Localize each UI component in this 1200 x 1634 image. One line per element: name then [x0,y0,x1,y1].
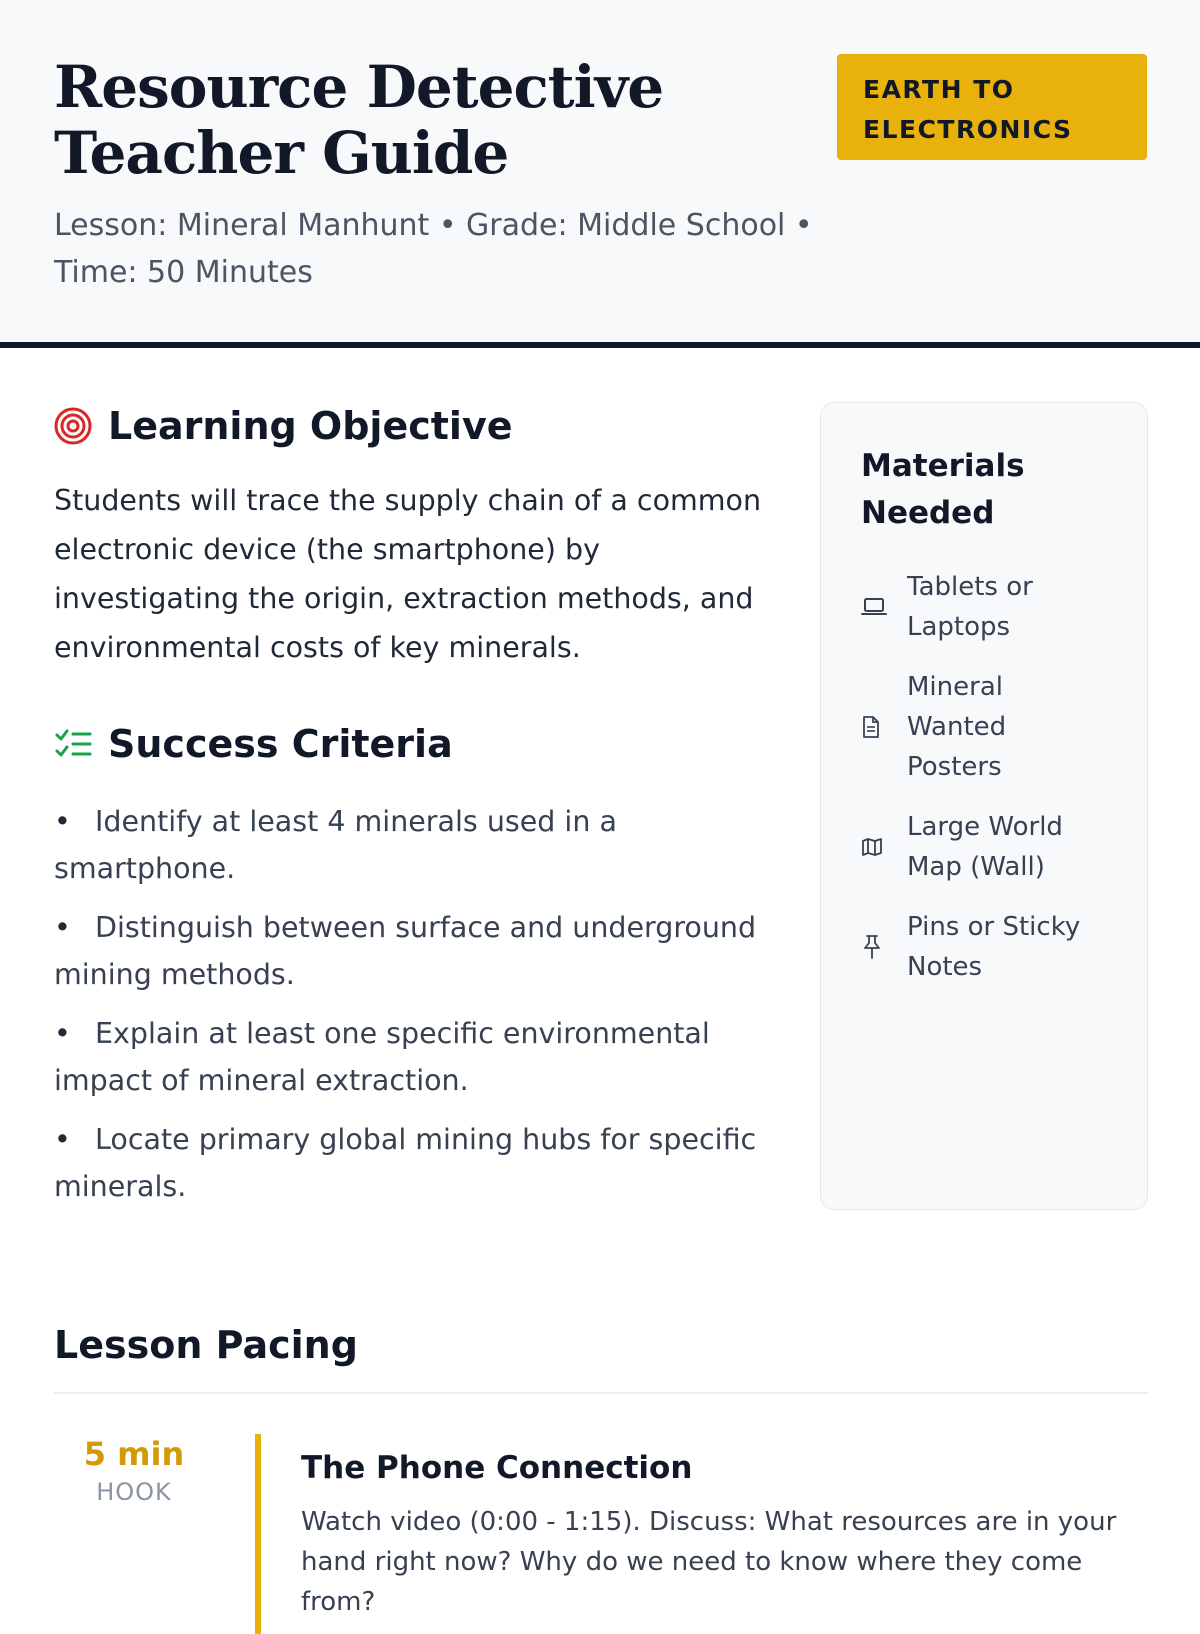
materials-item-label: Mineral Wanted Posters [907,672,1007,782]
criteria-item [54,904,764,998]
pin-icon [861,934,907,960]
criteria-item [54,1010,764,1104]
laptop-icon [861,596,907,618]
main-content [0,348,1200,1248]
page-header [0,0,1200,348]
criteria-item [54,1116,764,1210]
lesson-pacing [54,1318,1148,1634]
materials-card [820,402,1148,1210]
criteria-item-text: Identify at least 4 minerals used in a smartphone. [54,805,617,885]
materials-item [861,907,1107,987]
checklist-icon [54,724,94,764]
pacing-duration: 5 min [83,1435,185,1473]
bullet-icon: • [54,911,71,944]
criteria-item [54,798,764,892]
materials-item [861,667,1107,787]
pacing-accent-bar [255,1434,261,1634]
map-icon [861,836,907,858]
page-title-line2: Teacher Guide [54,119,509,187]
pacing-activity-description: Watch video (0:00 - 1:15). Discuss: What resources are in your hand right now? Why do we need to know where they come from? [301,1507,1117,1617]
objective-text: Students will trace the supply chain of a common electronic device (the smartphone) by investigating the origin, extraction methods, and environmental costs of key minerals. [54,484,762,664]
bullet-icon: • [54,1017,71,1050]
criteria-item-text: Locate primary global mining hubs for specific minerals. [54,1123,757,1203]
pacing-time [54,1434,214,1510]
objective-heading-text: Learning Objective [108,404,513,448]
unit-badge-line1: EARTH TO [863,75,1015,104]
bullet-icon: • [54,805,71,838]
objectives-column [54,402,764,1222]
materials-item-label: Large World Map (Wall) [907,812,1063,882]
bullet-icon: • [54,1123,71,1156]
criteria-item-text: Distinguish between surface and underground mining methods. [54,911,757,991]
pacing-phase: HOOK [96,1478,172,1506]
criteria-heading-text: Success Criteria [108,722,453,766]
divider [54,1392,1148,1394]
lesson-meta: Lesson: Mineral Manhunt • Grade: Middle School • Time: 50 Minutes [54,208,813,290]
page-title [54,54,794,186]
pacing-body [301,1448,1141,1622]
unit-badge-line2: ELECTRONICS [863,115,1073,144]
materials-list [861,567,1107,987]
materials-item [861,807,1107,887]
pacing-activity-title: The Phone Connection [301,1450,693,1486]
materials-heading: Materials Needed [861,448,1025,531]
target-icon [54,406,94,446]
objective-heading [54,402,764,450]
criteria-list [54,798,764,1210]
criteria-heading [54,720,764,768]
document-icon [861,715,907,739]
page-title-line1: Resource Detective [54,53,664,121]
materials-item [861,567,1107,647]
criteria-item-text: Explain at least one specific environmental impact of mineral extraction. [54,1017,710,1097]
pacing-heading: Lesson Pacing [54,1323,358,1367]
materials-item-label: Pins or Sticky Notes [907,912,1081,982]
unit-badge [837,54,1147,160]
materials-item-label: Tablets or Laptops [907,572,1033,642]
pacing-row [54,1434,1148,1634]
